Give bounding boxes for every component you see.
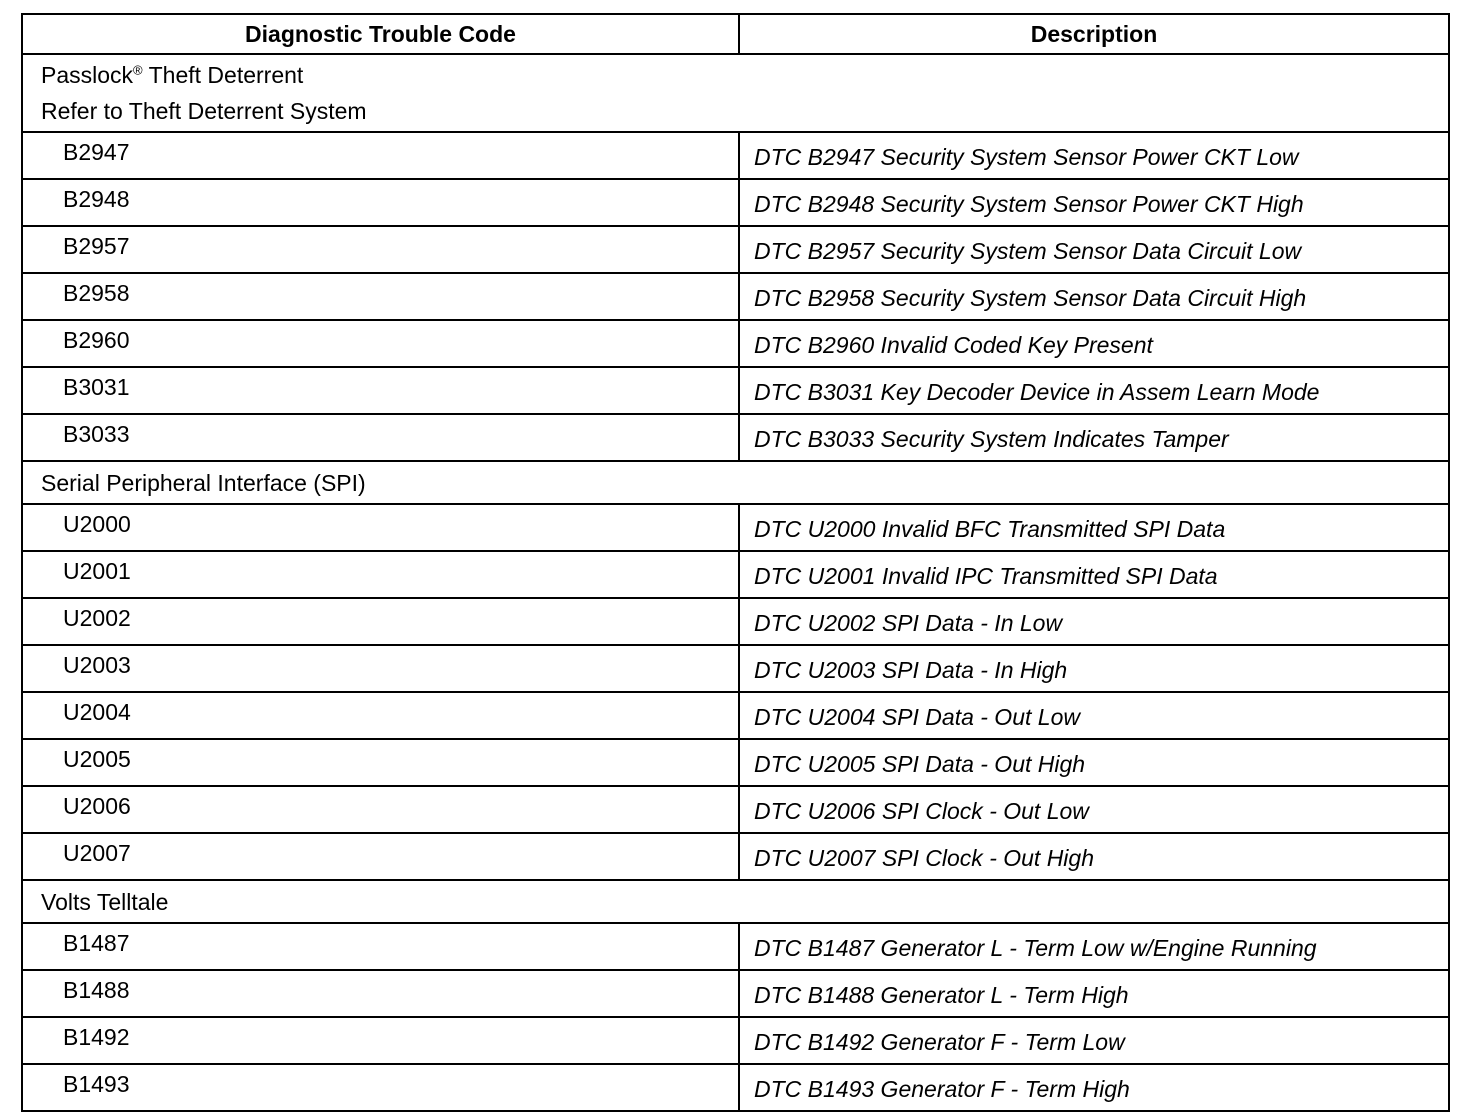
table-row: [22, 226, 1449, 273]
dtc-code: B2960: [22, 320, 739, 367]
dtc-code: U2002: [22, 598, 739, 645]
dtc-code: U2007: [22, 833, 739, 880]
table-row: [22, 551, 1449, 598]
section-title-text-rest: Theft Deterrent: [142, 62, 304, 88]
dtc-description: DTC B1488 Generator L - Term High: [739, 970, 1449, 1017]
section-title-text: Passlock: [41, 62, 134, 88]
column-header-description: Description: [739, 14, 1449, 54]
table-row: [22, 1017, 1449, 1064]
table-row: [22, 504, 1449, 551]
table-row: [22, 367, 1449, 414]
dtc-code: B2947: [22, 132, 739, 179]
dtc-table: [21, 13, 1450, 1112]
dtc-code: U2005: [22, 739, 739, 786]
header-row: [22, 14, 1449, 54]
dtc-description: DTC B3031 Key Decoder Device in Assem Learn Mode: [739, 367, 1449, 414]
dtc-description: DTC U2004 SPI Data - Out Low: [739, 692, 1449, 739]
section-title-spi: Serial Peripheral Interface (SPI): [22, 461, 1449, 504]
section-row-volts: [22, 880, 1449, 923]
section-title-passlock: [22, 54, 1449, 132]
dtc-code: B1493: [22, 1064, 739, 1111]
section-note: Refer to Theft Deterrent System: [41, 98, 367, 124]
table-row: [22, 970, 1449, 1017]
section-row-passlock: [22, 54, 1449, 132]
dtc-description: DTC B2960 Invalid Coded Key Present: [739, 320, 1449, 367]
table-row: [22, 320, 1449, 367]
dtc-code: B2948: [22, 179, 739, 226]
dtc-code: B3033: [22, 414, 739, 461]
dtc-code: B2958: [22, 273, 739, 320]
table-row: [22, 923, 1449, 970]
dtc-code: U2006: [22, 786, 739, 833]
dtc-description: DTC B2948 Security System Sensor Power CKT High: [739, 179, 1449, 226]
dtc-description: DTC U2007 SPI Clock - Out High: [739, 833, 1449, 880]
dtc-code: B3031: [22, 367, 739, 414]
dtc-description: DTC B3033 Security System Indicates Tamper: [739, 414, 1449, 461]
dtc-description: DTC B2957 Security System Sensor Data Circuit Low: [739, 226, 1449, 273]
dtc-code: B1487: [22, 923, 739, 970]
section-row-spi: [22, 461, 1449, 504]
dtc-code: B1492: [22, 1017, 739, 1064]
dtc-description: DTC U2002 SPI Data - In Low: [739, 598, 1449, 645]
table-row: [22, 179, 1449, 226]
dtc-description: DTC U2005 SPI Data - Out High: [739, 739, 1449, 786]
table-row: [22, 132, 1449, 179]
table-row: [22, 833, 1449, 880]
column-header-code: Diagnostic Trouble Code: [22, 14, 739, 54]
table-row: [22, 1064, 1449, 1111]
dtc-code: U2000: [22, 504, 739, 551]
dtc-code: U2004: [22, 692, 739, 739]
dtc-code: B1488: [22, 970, 739, 1017]
registered-mark: ®: [133, 62, 143, 78]
table-row: [22, 598, 1449, 645]
dtc-description: DTC U2000 Invalid BFC Transmitted SPI Data: [739, 504, 1449, 551]
table-row: [22, 645, 1449, 692]
table-row: [22, 739, 1449, 786]
section-title-volts: Volts Telltale: [22, 880, 1449, 923]
table-row: [22, 414, 1449, 461]
dtc-code: U2003: [22, 645, 739, 692]
dtc-description: DTC B2958 Security System Sensor Data Circuit High: [739, 273, 1449, 320]
dtc-code: B2957: [22, 226, 739, 273]
dtc-description: DTC B1492 Generator F - Term Low: [739, 1017, 1449, 1064]
dtc-description: DTC U2001 Invalid IPC Transmitted SPI Data: [739, 551, 1449, 598]
table-row: [22, 786, 1449, 833]
dtc-description: DTC B2947 Security System Sensor Power CKT Low: [739, 132, 1449, 179]
dtc-description: DTC B1487 Generator L - Term Low w/Engine Running: [739, 923, 1449, 970]
dtc-description: DTC B1493 Generator F - Term High: [739, 1064, 1449, 1111]
dtc-code: U2001: [22, 551, 739, 598]
table-row: [22, 273, 1449, 320]
table-row: [22, 692, 1449, 739]
dtc-description: DTC U2003 SPI Data - In High: [739, 645, 1449, 692]
dtc-description: DTC U2006 SPI Clock - Out Low: [739, 786, 1449, 833]
